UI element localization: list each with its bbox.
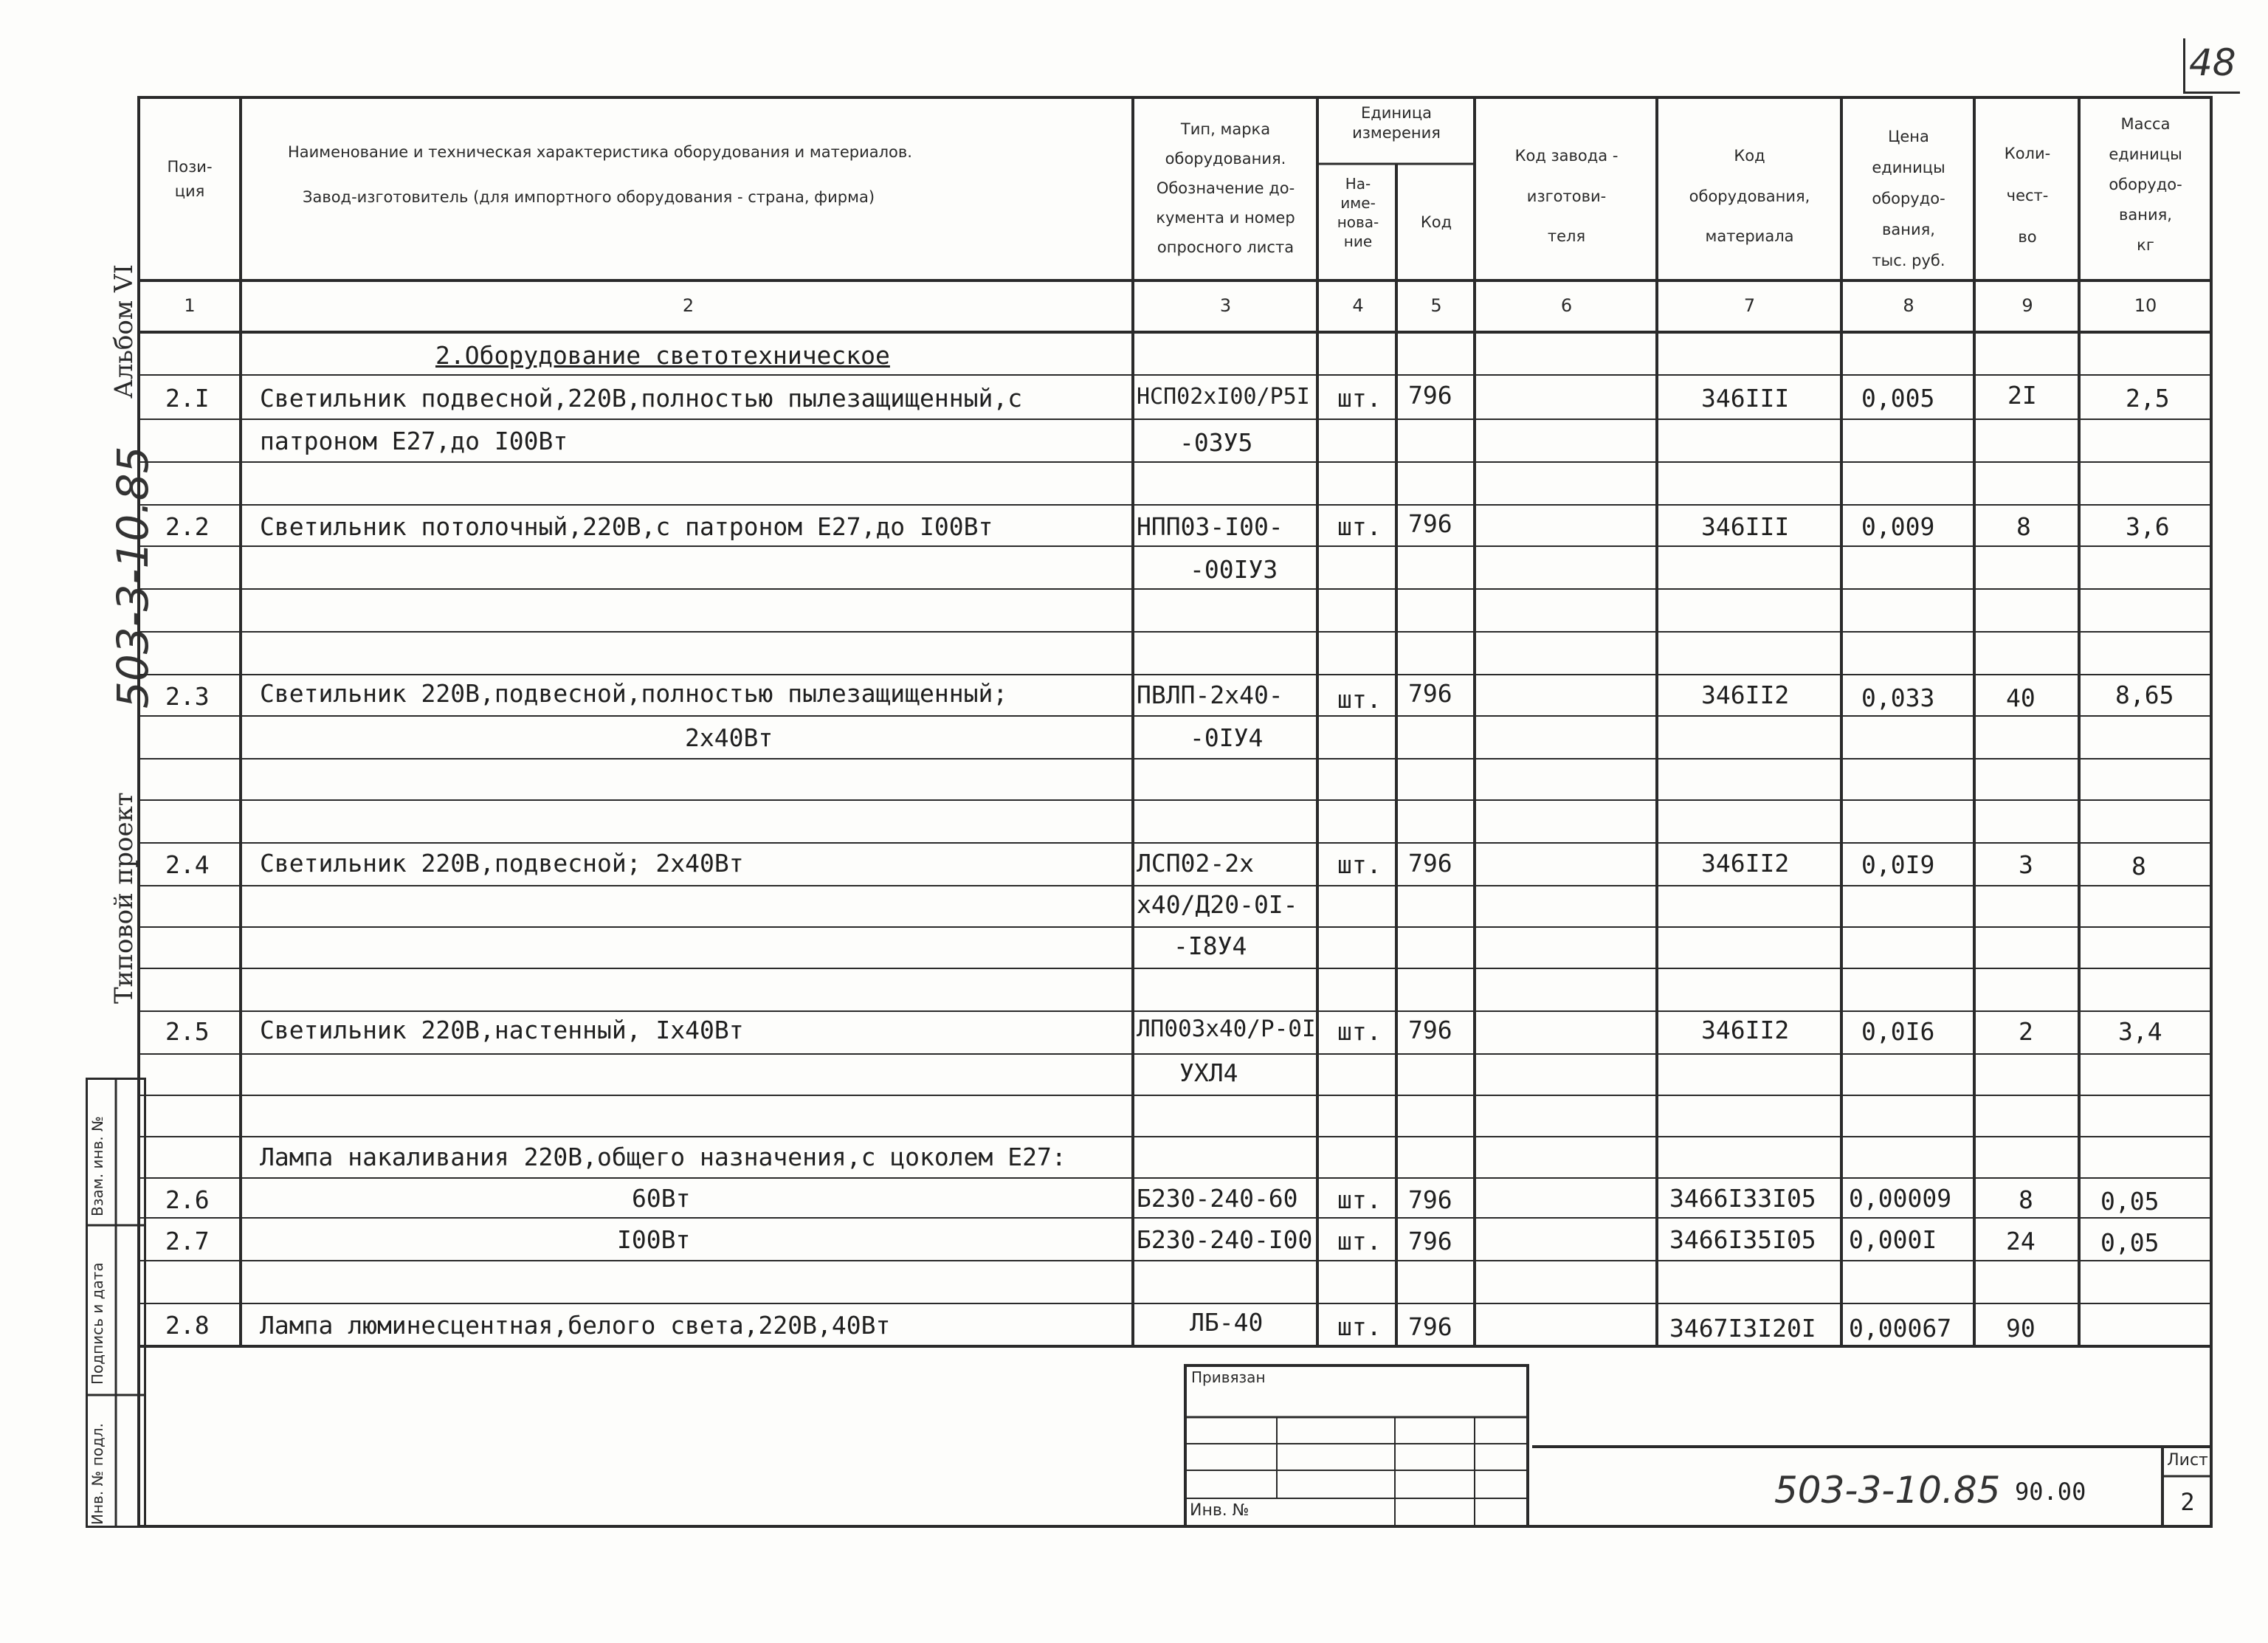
- colnum-1: 1: [184, 295, 196, 316]
- colnum-6: 6: [1560, 295, 1573, 316]
- row-2-2-pos: 2.2: [165, 512, 210, 541]
- row-2-3-pos: 2.3: [165, 682, 210, 711]
- project-code-handwritten: 503-3-10.85: [108, 446, 158, 709]
- header-unit-line2: измерения: [1352, 124, 1441, 142]
- row-2-4-qty: 3: [2019, 850, 2033, 879]
- row-2-4-unit: шт.: [1337, 850, 1382, 879]
- row-2-2-type-line1: НПП03-I00-: [1137, 512, 1283, 541]
- row-2-1-type-line1: НСП02хI00/Р5I: [1137, 384, 1310, 410]
- row-2-7-qty: 24: [2006, 1227, 2036, 1256]
- header-col7: [1659, 136, 1840, 257]
- section-title: 2.Оборудование светотехническое: [435, 341, 890, 370]
- row-2-8-code: 796: [1408, 1312, 1452, 1341]
- row-2-6-type: Б230-240-60: [1137, 1184, 1298, 1213]
- header-col8-line1: Цена: [1888, 128, 1929, 145]
- row-2-1-code: 796: [1408, 381, 1452, 410]
- row-2-8-mat: 3467I3I20I: [1669, 1314, 1816, 1343]
- album-label: Альбом VI: [109, 264, 139, 399]
- header-col6-line1: Код завода -: [1514, 147, 1619, 165]
- row-2-2-unit: шт.: [1337, 512, 1382, 541]
- row-2-6-price: 0,00009: [1849, 1184, 1952, 1213]
- row-2-2-price: 0,009: [1861, 512, 1935, 541]
- colnum-5: 5: [1430, 295, 1442, 316]
- stamp-doc-suffix: 90.00: [2015, 1478, 2086, 1506]
- row-2-4-mass: 8: [2131, 852, 2146, 881]
- row-2-6-qty: 8: [2019, 1185, 2033, 1214]
- colnum-7: 7: [1743, 295, 1756, 316]
- row-2-4-type-line3: -I8У4: [1173, 931, 1247, 960]
- header-col3-line2: оборудования.: [1165, 149, 1286, 168]
- row-2-2-mass: 3,6: [2126, 512, 2170, 541]
- row-2-3-type-line1: ПВЛП-2х40-: [1137, 681, 1283, 709]
- row-2-1-pos: 2.I: [165, 384, 210, 413]
- row-2-5-unit: шт.: [1337, 1017, 1382, 1046]
- row-2-4-pos: 2.4: [165, 850, 210, 879]
- colnum-9: 9: [2021, 295, 2033, 316]
- header-col2-line1: Наименование и техническая характеристика оборудования и материалов.: [288, 143, 912, 161]
- stamp-vzam-inv: Взам. инв. №: [89, 1116, 106, 1216]
- row-2-5-name-line1: Светильник 220В,настенный, Iх40Вт: [260, 1016, 744, 1044]
- row-2-7-unit: шт.: [1337, 1227, 1382, 1256]
- header-col8-line5: тыс. руб.: [1872, 252, 1945, 269]
- header-col1-line2: ция: [174, 182, 205, 200]
- row-2-1-name-line2: патроном Е27,до I00Вт: [260, 427, 568, 455]
- row-2-6-mat: 3466I33I05: [1669, 1184, 1816, 1213]
- row-2-6-unit: шт.: [1337, 1185, 1382, 1214]
- header-col4-line1: На-: [1345, 175, 1371, 193]
- header-col6-line2: изготови-: [1526, 187, 1607, 205]
- header-col9: [1976, 133, 2078, 258]
- colnum-2: 2: [682, 295, 694, 316]
- header-col10-line1: Масса: [2120, 115, 2171, 133]
- stamp-inv-podl: Инв. № подл.: [89, 1423, 106, 1525]
- header-col10: [2081, 109, 2210, 261]
- row-2-1-qty: 2I: [2007, 381, 2037, 410]
- row-2-6-mass: 0,05: [2100, 1187, 2160, 1216]
- header-col8-line4: вания,: [1882, 221, 1935, 238]
- row-2-7-pos: 2.7: [165, 1227, 210, 1256]
- header-col9-line3: во: [2018, 228, 2037, 247]
- row-2-8-type: ЛБ-40: [1190, 1308, 1264, 1337]
- header-col3-line1: Тип, марка: [1180, 120, 1271, 138]
- row-2-7-type: Б230-240-I00: [1137, 1225, 1313, 1254]
- row-2-7-name: I00Вт: [617, 1225, 691, 1254]
- header-col7-line3: материала: [1705, 227, 1794, 246]
- row-2-7-mass: 0,05: [2100, 1228, 2160, 1257]
- row-2-2-type-line2: -00IУ3: [1190, 555, 1278, 584]
- row-2-5-type-line2: УХЛ4: [1179, 1058, 1238, 1087]
- header-col8: [1844, 121, 1974, 276]
- row-2-5-pos: 2.5: [165, 1017, 210, 1046]
- stamp-list-label: Лист: [2167, 1451, 2208, 1470]
- header-col4-line4: ние: [1343, 232, 1373, 250]
- row-2-4-price: 0,0I9: [1861, 850, 1935, 879]
- colnum-3: 3: [1219, 295, 1232, 316]
- header-col7-line1: Код: [1734, 147, 1765, 165]
- row-2-7-code: 796: [1408, 1227, 1452, 1256]
- row-2-2-name-line1: Светильник потолочный,220В,с патроном Е27,до I00Вт: [260, 512, 993, 541]
- row-2-7-price: 0,000I: [1849, 1225, 1937, 1254]
- row-2-3-qty: 40: [2006, 683, 2036, 712]
- header-col8-line2: единицы: [1872, 159, 1945, 176]
- header-col9-line1: Коли-: [2004, 145, 2051, 162]
- row-2-4-type-line1: ЛСП02-2х: [1137, 849, 1254, 878]
- header-col4: [1320, 174, 1396, 251]
- row-2-5-code: 796: [1408, 1016, 1452, 1044]
- row-2-8-unit: шт.: [1337, 1312, 1382, 1341]
- header-col10-line3: оборудо-: [2109, 175, 2182, 193]
- row-2-3-name-line1: Светильник 220В,подвесной,полностью пылезащищенный;: [260, 679, 1008, 708]
- row-2-6-code: 796: [1408, 1185, 1452, 1214]
- row-2-3-type-line2: -0IУ4: [1190, 723, 1264, 752]
- row-2-1-type-line2: -03У5: [1179, 428, 1253, 457]
- row-2-1-mass: 2,5: [2126, 384, 2170, 413]
- header-col1-line1: Пози-: [167, 158, 213, 176]
- header-col2-line2: Завод-изготовитель (для импортного оборудования - страна, фирма): [303, 187, 875, 206]
- header-unit: [1320, 103, 1473, 144]
- row-2-8-name: Лампа люминесцентная,белого света,220В,40Вт: [260, 1311, 891, 1340]
- row-2-5-type-line1: ЛП003х40/Р-0I: [1137, 1016, 1316, 1042]
- header-unit-line1: Единица: [1361, 104, 1432, 122]
- colnum-8: 8: [1903, 295, 1914, 316]
- row-2-3-unit: шт.: [1337, 685, 1382, 714]
- row-2-1-name-line1: Светильник подвесной,220В,полностью пылезащищенный,с: [260, 384, 1023, 413]
- row-2-4-mat: 346II2: [1701, 849, 1790, 878]
- header-col9-line2: чест-: [2006, 186, 2049, 204]
- header-col10-line5: кг: [2137, 235, 2154, 254]
- row-2-1-price: 0,005: [1861, 384, 1935, 413]
- row-2-3-mass: 8,65: [2115, 681, 2174, 709]
- row-2-3-code: 796: [1408, 679, 1452, 708]
- row-2-1-unit: шт.: [1337, 384, 1382, 413]
- header-col5: Код: [1420, 213, 1452, 231]
- row-2-7-mat: 3466I35I05: [1669, 1225, 1816, 1254]
- row-2-6-name: 60Вт: [632, 1184, 691, 1213]
- header-col2: [244, 140, 1100, 209]
- colnum-10: 10: [2134, 295, 2157, 316]
- row-2-2-qty: 8: [2016, 512, 2031, 541]
- row-2-3-price: 0,033: [1861, 683, 1935, 712]
- stamp-podpis-data: Подпись и дата: [89, 1262, 106, 1385]
- row-2-5-price: 0,0I6: [1861, 1017, 1935, 1046]
- header-col3: [1135, 115, 1316, 262]
- header-col6: [1476, 136, 1657, 257]
- stamp-doc-code: 503-3-10.85: [1774, 1469, 2001, 1512]
- row-2-6-pos: 2.6: [165, 1185, 210, 1214]
- header-col3-line3: Обозначение до-: [1156, 179, 1295, 197]
- stamp-inv-no: Инв. №: [1190, 1501, 1250, 1520]
- corner-sheet-number: 48: [2189, 41, 2236, 84]
- header-col10-line4: вания,: [2119, 205, 2172, 224]
- stamp-list-number: 2: [2180, 1488, 2195, 1516]
- row-2-5-mass: 3,4: [2118, 1017, 2162, 1046]
- row-2-4-type-line2: х40/Д20-0I-: [1137, 890, 1298, 919]
- header-col7-line2: оборудования,: [1689, 187, 1810, 205]
- stamp-privyazan: Привязан: [1191, 1368, 1266, 1386]
- row-2-4-name-line1: Светильник 220В,подвесной; 2х40Вт: [260, 849, 744, 878]
- header-col6-line3: теля: [1547, 227, 1586, 246]
- row-2-8-price: 0,00067: [1849, 1314, 1952, 1343]
- row-2-4-code: 796: [1408, 849, 1452, 878]
- colnum-4: 4: [1352, 295, 1364, 316]
- row-2-5-mat: 346II2: [1701, 1016, 1790, 1044]
- row-2-3-mat: 346II2: [1701, 681, 1790, 709]
- header-col3-line4: кумента и номер: [1156, 208, 1295, 227]
- lamp-group-heading: Лампа накаливания 220В,общего назначения,с цоколем Е27:: [260, 1143, 1066, 1171]
- row-2-5-qty: 2: [2019, 1017, 2033, 1046]
- row-2-2-code: 796: [1408, 509, 1452, 538]
- header-col4-line2: име-: [1340, 194, 1376, 212]
- row-2-3-name-line2: 2х40Вт: [685, 723, 773, 752]
- header-col4-line3: нова-: [1337, 213, 1379, 231]
- row-2-8-pos: 2.8: [165, 1311, 210, 1340]
- row-2-8-qty: 90: [2006, 1314, 2036, 1343]
- project-type-label: Типовой проект: [109, 792, 139, 1004]
- row-2-1-mat: 346III: [1701, 384, 1790, 413]
- header-col8-line3: оборудо-: [1872, 190, 1945, 207]
- header-col10-line2: единицы: [2109, 145, 2182, 163]
- header-col1: [140, 155, 239, 203]
- row-2-2-mat: 346III: [1701, 512, 1790, 541]
- header-col3-line5: опросного листа: [1157, 238, 1295, 256]
